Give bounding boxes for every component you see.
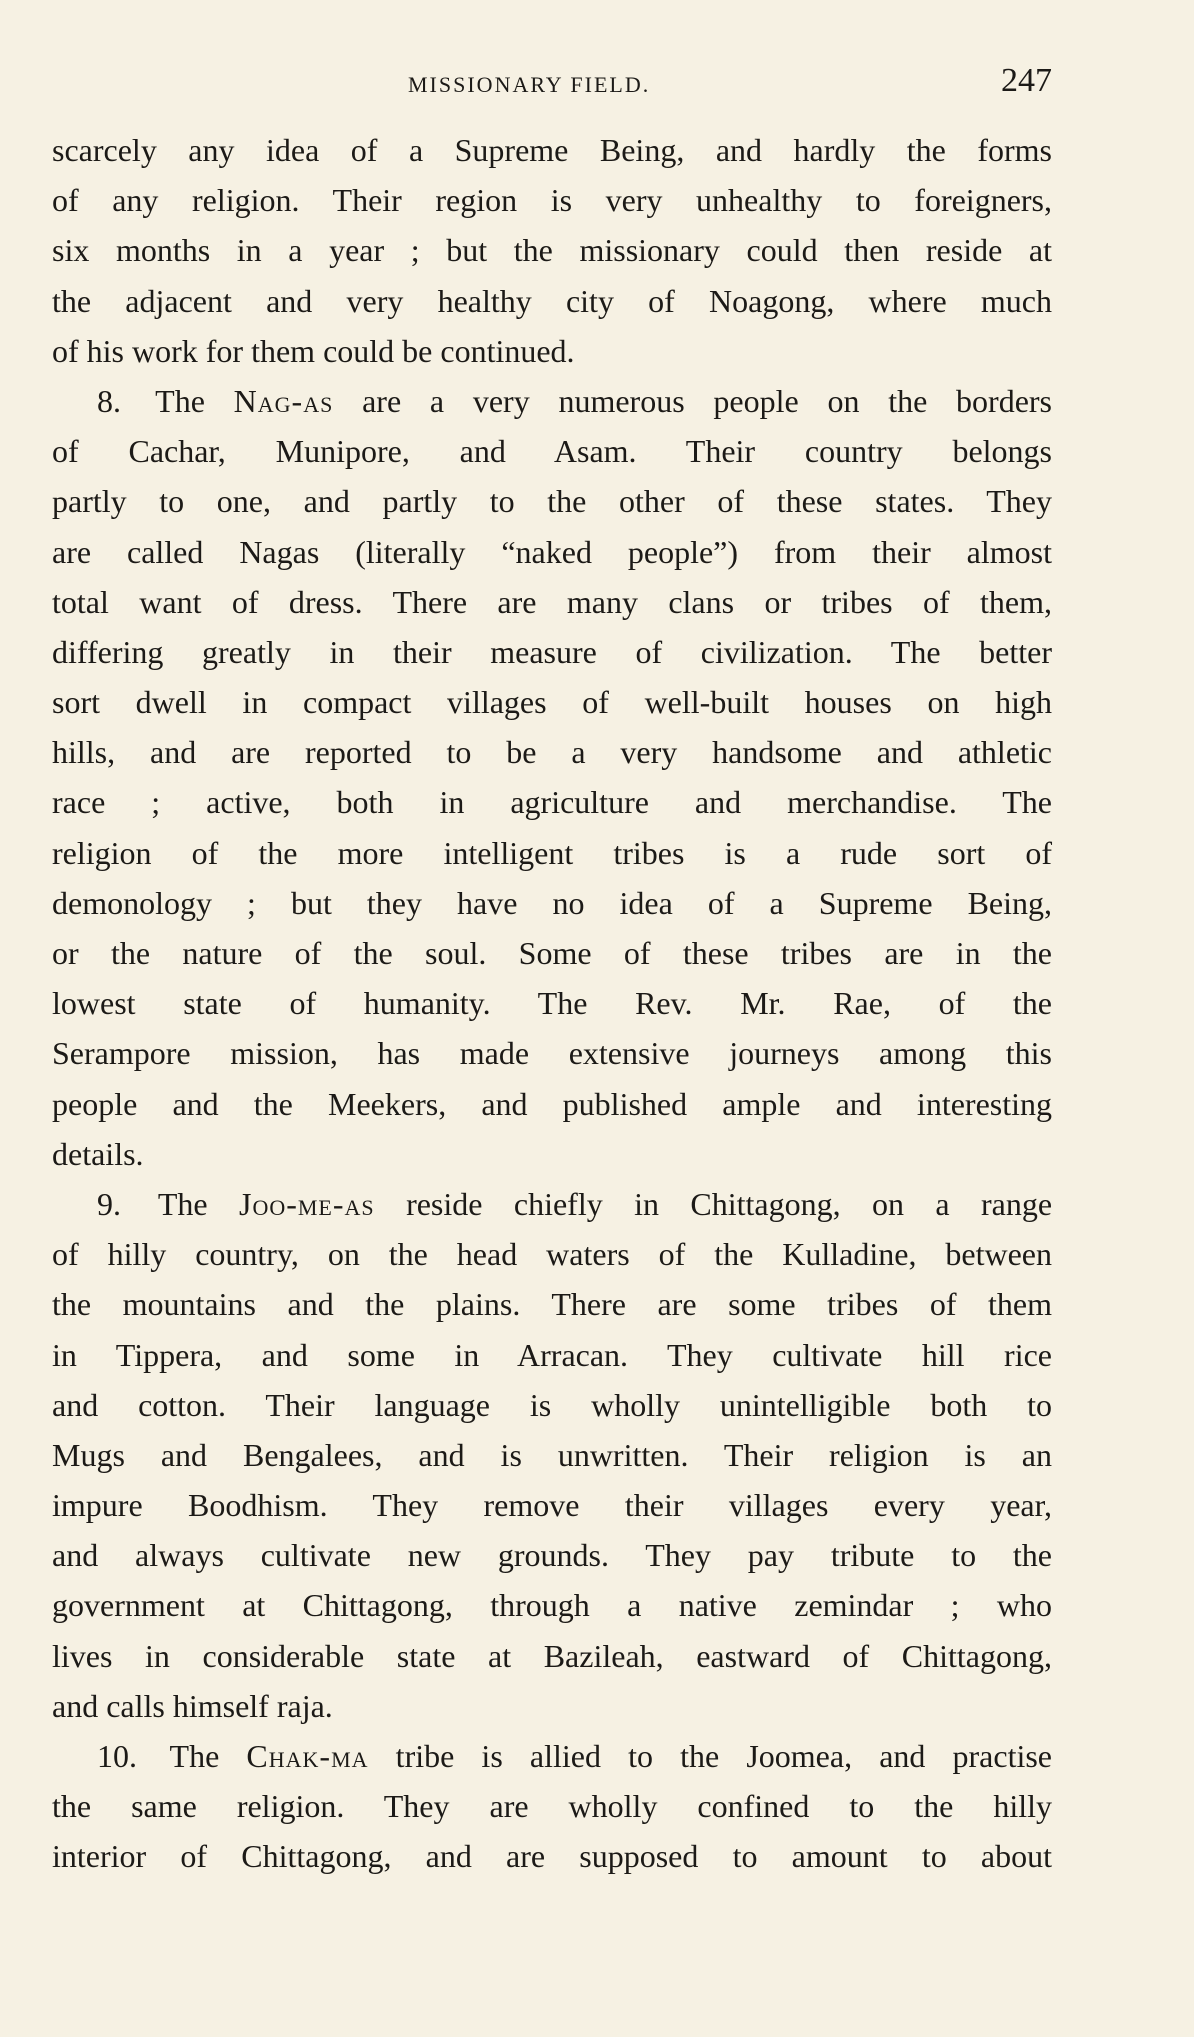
text-line: Serampore mission, has made extensive journeys among this <box>52 1035 1052 1072</box>
lead-word: The <box>155 382 205 419</box>
paragraph-number: 10. <box>97 1738 137 1774</box>
paragraph-joomeas <box>52 1179 1052 1731</box>
lead-word: The <box>169 1738 220 1774</box>
text-line: the adjacent and very healthy city of Noagong, where much <box>52 282 1052 319</box>
text-line: six months in a year ; but the missionary could then reside at <box>52 232 1052 269</box>
text-line: or the nature of the soul. Some of these tribes are in the <box>52 935 1052 971</box>
text-line <box>52 1179 1052 1229</box>
text-line: differing greatly in their measure of civilization. The better <box>52 633 1052 670</box>
text-line: and cotton. Their language is wholly unintelligible both to <box>52 1386 1052 1423</box>
text-line: in Tippera, and some in Arracan. They cultivate hill rice <box>52 1336 1052 1373</box>
text-line: of hilly country, on the head waters of the Kulladine, between <box>52 1236 1052 1273</box>
line-rest: reside chiefly in Chittagong, on a range <box>406 1185 1053 1222</box>
paragraph-number: 9. <box>97 1185 121 1222</box>
tribe-name: Joo-me-as <box>238 1185 375 1222</box>
paragraph-nagas <box>52 376 1052 1179</box>
text-line <box>52 1731 1052 1781</box>
text-line: and calls himself raja. <box>52 1687 333 1724</box>
text-line: impure Boodhism. They remove their villages every year, <box>52 1487 1052 1524</box>
body-text <box>52 125 1052 1882</box>
text-line: demonology ; but they have no idea of a Supreme Being, <box>52 884 1052 921</box>
text-line: the same religion. They are wholly confined to the hilly <box>52 1788 1052 1825</box>
text-line: of Cachar, Munipore, and Asam. Their country belongs <box>52 433 1052 470</box>
paragraph-continuation <box>52 125 1052 376</box>
text-line: interior of Chittagong, and are supposed to amount to about <box>52 1838 1052 1875</box>
tribe-name: Chak-ma <box>246 1738 369 1774</box>
text-line: and always cultivate new grounds. They pay tribute to the <box>52 1537 1052 1574</box>
text-line: hills, and are reported to be a very handsome and athletic <box>52 734 1052 771</box>
text-line: Mugs and Bengalees, and is unwritten. Their religion is an <box>52 1436 1052 1473</box>
line-rest: are a very numerous people on the borders <box>362 382 1053 419</box>
paragraph-chakma <box>52 1731 1052 1882</box>
text-line: of his work for them could be continued. <box>52 332 575 369</box>
tribe-name: Nag-as <box>233 382 334 419</box>
text-line: lowest state of humanity. The Rev. Mr. Rae, of the <box>52 985 1052 1022</box>
text-line: total want of dress. There are many clans or tribes of them, <box>52 583 1052 620</box>
paragraph-number: 8. <box>97 382 121 419</box>
text-line: religion of the more intelligent tribes is a rude sort of <box>52 834 1052 871</box>
text-line: government at Chittagong, through a native zemindar ; who <box>52 1587 1052 1624</box>
text-line: are called Nagas (literally “naked people”) from their almost <box>52 533 1052 570</box>
running-title: MISSIONARY FIELD. <box>408 72 651 97</box>
text-line: scarcely any idea of a Supreme Being, and hardly the forms <box>52 132 1052 168</box>
text-line: of any religion. Their region is very unhealthy to foreigners, <box>52 182 1052 219</box>
text-line: details. <box>52 1135 144 1172</box>
text-line: race ; active, both in agriculture and merchandise. The <box>52 784 1052 821</box>
text-line <box>52 376 1052 426</box>
text-line: sort dwell in compact villages of well-built houses on high <box>52 684 1052 721</box>
running-head <box>52 62 1052 106</box>
text-line: lives in considerable state at Bazileah, eastward of Chittagong, <box>52 1637 1052 1674</box>
text-line: the mountains and the plains. There are some tribes of them <box>52 1286 1052 1323</box>
lead-word: The <box>157 1185 208 1222</box>
text-line: people and the Meekers, and published ample and interesting <box>52 1085 1052 1122</box>
text-line: partly to one, and partly to the other of these states. They <box>52 483 1052 520</box>
line-rest: tribe is allied to the Joomea, and practise <box>395 1738 1053 1774</box>
page-number: 247 <box>1001 62 1052 99</box>
